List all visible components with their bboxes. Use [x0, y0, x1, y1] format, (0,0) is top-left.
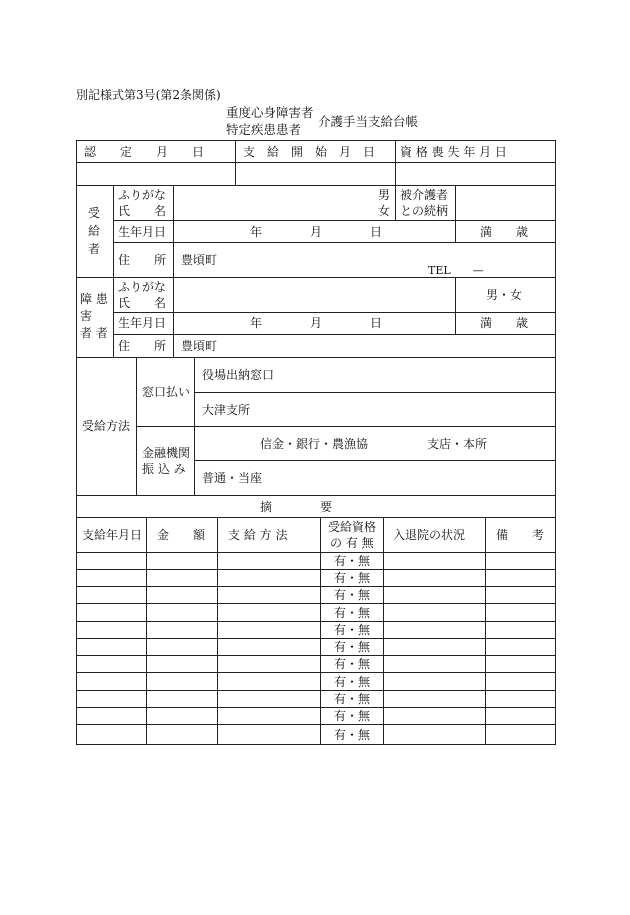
patient-section-label-1: 障 患 [80, 292, 108, 306]
recipient-sex-female: 女 [378, 204, 391, 218]
relation-label-line-2: との続柄 [400, 204, 449, 218]
grid-line [395, 140, 396, 185]
counter-payment-label: 窓口払い [142, 385, 191, 399]
grid-line [76, 140, 77, 745]
recipient-sex-male: 男 [378, 188, 391, 202]
summary-heading: 摘 要 [260, 500, 333, 514]
grid-line [76, 638, 556, 639]
grid-line [383, 517, 384, 744]
grid-line [455, 185, 456, 220]
grid-line [76, 655, 556, 656]
grid-line [194, 357, 195, 495]
title-target-line-2: 特定疾患患者 [226, 122, 302, 137]
grid-line [76, 185, 556, 186]
recipient-tel: TEL — [428, 264, 484, 277]
nintei-date-label: 認 定 月 日 [84, 145, 205, 159]
grid-line [76, 690, 556, 691]
grid-line [136, 357, 137, 495]
table-row-eligibility: 有・無 [334, 675, 371, 689]
recipient-address-value: 豊頃町 [181, 253, 218, 267]
patient-address-label: 住 所 [118, 339, 167, 353]
table-row-eligibility: 有・無 [334, 640, 371, 654]
grid-line [194, 392, 556, 393]
table-row-eligibility: 有・無 [334, 571, 371, 585]
grid-line [76, 162, 556, 163]
form-title: 介護手当支給台帳 [318, 114, 419, 129]
grid-line [555, 140, 556, 745]
table-row-eligibility: 有・無 [334, 588, 371, 602]
grid-line [113, 312, 556, 313]
grid-line [76, 495, 556, 496]
grid-line [113, 334, 556, 335]
payment-method-label: 受給方法 [82, 419, 131, 433]
col-eligibility-line-1: 受給資格 [328, 520, 377, 534]
table-row-eligibility: 有・無 [334, 728, 371, 742]
grid-line [76, 707, 556, 708]
patient-address-value: 豊頃町 [181, 339, 218, 353]
col-payment-method: 支 給 方 法 [228, 528, 288, 542]
table-row-eligibility: 有・無 [334, 623, 371, 637]
recipient-furigana-label: ふりがな [118, 188, 167, 202]
grid-line [76, 586, 556, 587]
relation-label-line-1: 被介護者 [400, 188, 449, 202]
grid-line [485, 517, 486, 744]
grid-line [76, 621, 556, 622]
col-remarks: 備 考 [496, 528, 545, 542]
patient-age-template: 満 歳 [480, 316, 529, 330]
grid-line [113, 220, 556, 221]
recipient-age-template: 満 歳 [480, 225, 529, 239]
bank-names: 信金・銀行・農漁協 [260, 437, 369, 451]
grid-line [76, 357, 556, 358]
grid-line [146, 517, 147, 744]
grid-line [76, 517, 556, 518]
recipient-section-label: 受給者 [88, 206, 101, 256]
bank-branch: 支店・本所 [427, 437, 488, 451]
patient-birth-template: 年 月 日 [250, 316, 383, 330]
grid-line [113, 242, 556, 243]
patient-birth-label: 生年月日 [118, 316, 167, 330]
recipient-birth-label: 生年月日 [118, 225, 167, 239]
qualification-loss-date-label: 資 格 喪 失 年 月 日 [400, 145, 507, 159]
col-payment-date: 支給年月日 [82, 528, 143, 542]
col-eligibility-line-2: の 有 無 [330, 536, 374, 550]
patient-section-label-2: 害 [80, 309, 93, 323]
recipient-name-label: 氏 名 [118, 204, 167, 218]
grid-line [76, 603, 556, 604]
patient-sex: 男・女 [486, 288, 523, 302]
grid-line [76, 277, 556, 278]
grid-line [235, 140, 236, 185]
patient-furigana-label: ふりがな [118, 280, 167, 294]
grid-line [76, 569, 556, 570]
grid-line [113, 185, 114, 357]
grid-line [76, 672, 556, 673]
grid-line [76, 552, 556, 553]
table-row-eligibility: 有・無 [334, 606, 371, 620]
grid-line [320, 517, 321, 744]
counter-option-branch: 大津支所 [202, 403, 251, 417]
patient-name-label: 氏 名 [118, 296, 167, 310]
grid-line [217, 517, 218, 744]
table-row-eligibility: 有・無 [334, 692, 371, 706]
title-target-line-1: 重度心身障害者 [226, 105, 314, 120]
grid-line [76, 140, 556, 141]
title-target-block [226, 104, 314, 138]
table-row-eligibility: 有・無 [334, 709, 371, 723]
col-admission-status: 入退院の状況 [393, 528, 466, 542]
payment-start-date-label: 支 給 開 始 月 日 [243, 145, 376, 159]
grid-line [395, 185, 396, 220]
grid-line [455, 220, 456, 242]
table-row-eligibility: 有・無 [334, 657, 371, 671]
grid-line [173, 185, 174, 357]
form-number-caption: 別記様式第3号(第2条関係) [76, 88, 221, 102]
recipient-birth-template: 年 月 日 [250, 225, 383, 239]
grid-line [76, 744, 556, 745]
bank-transfer-label-2: 振 込 み [142, 462, 186, 476]
table-row-eligibility: 有・無 [334, 554, 371, 568]
recipient-address-label: 住 所 [118, 253, 167, 267]
account-type: 普通・当座 [202, 471, 263, 485]
counter-option-office: 役場出納窓口 [202, 368, 275, 382]
grid-line [455, 277, 456, 334]
grid-line [136, 426, 556, 427]
grid-line [194, 460, 556, 461]
col-amount: 金 額 [157, 528, 206, 542]
grid-line [76, 724, 556, 725]
bank-transfer-label-1: 金融機関 [142, 446, 191, 460]
patient-section-label-3: 者 者 [80, 326, 108, 340]
